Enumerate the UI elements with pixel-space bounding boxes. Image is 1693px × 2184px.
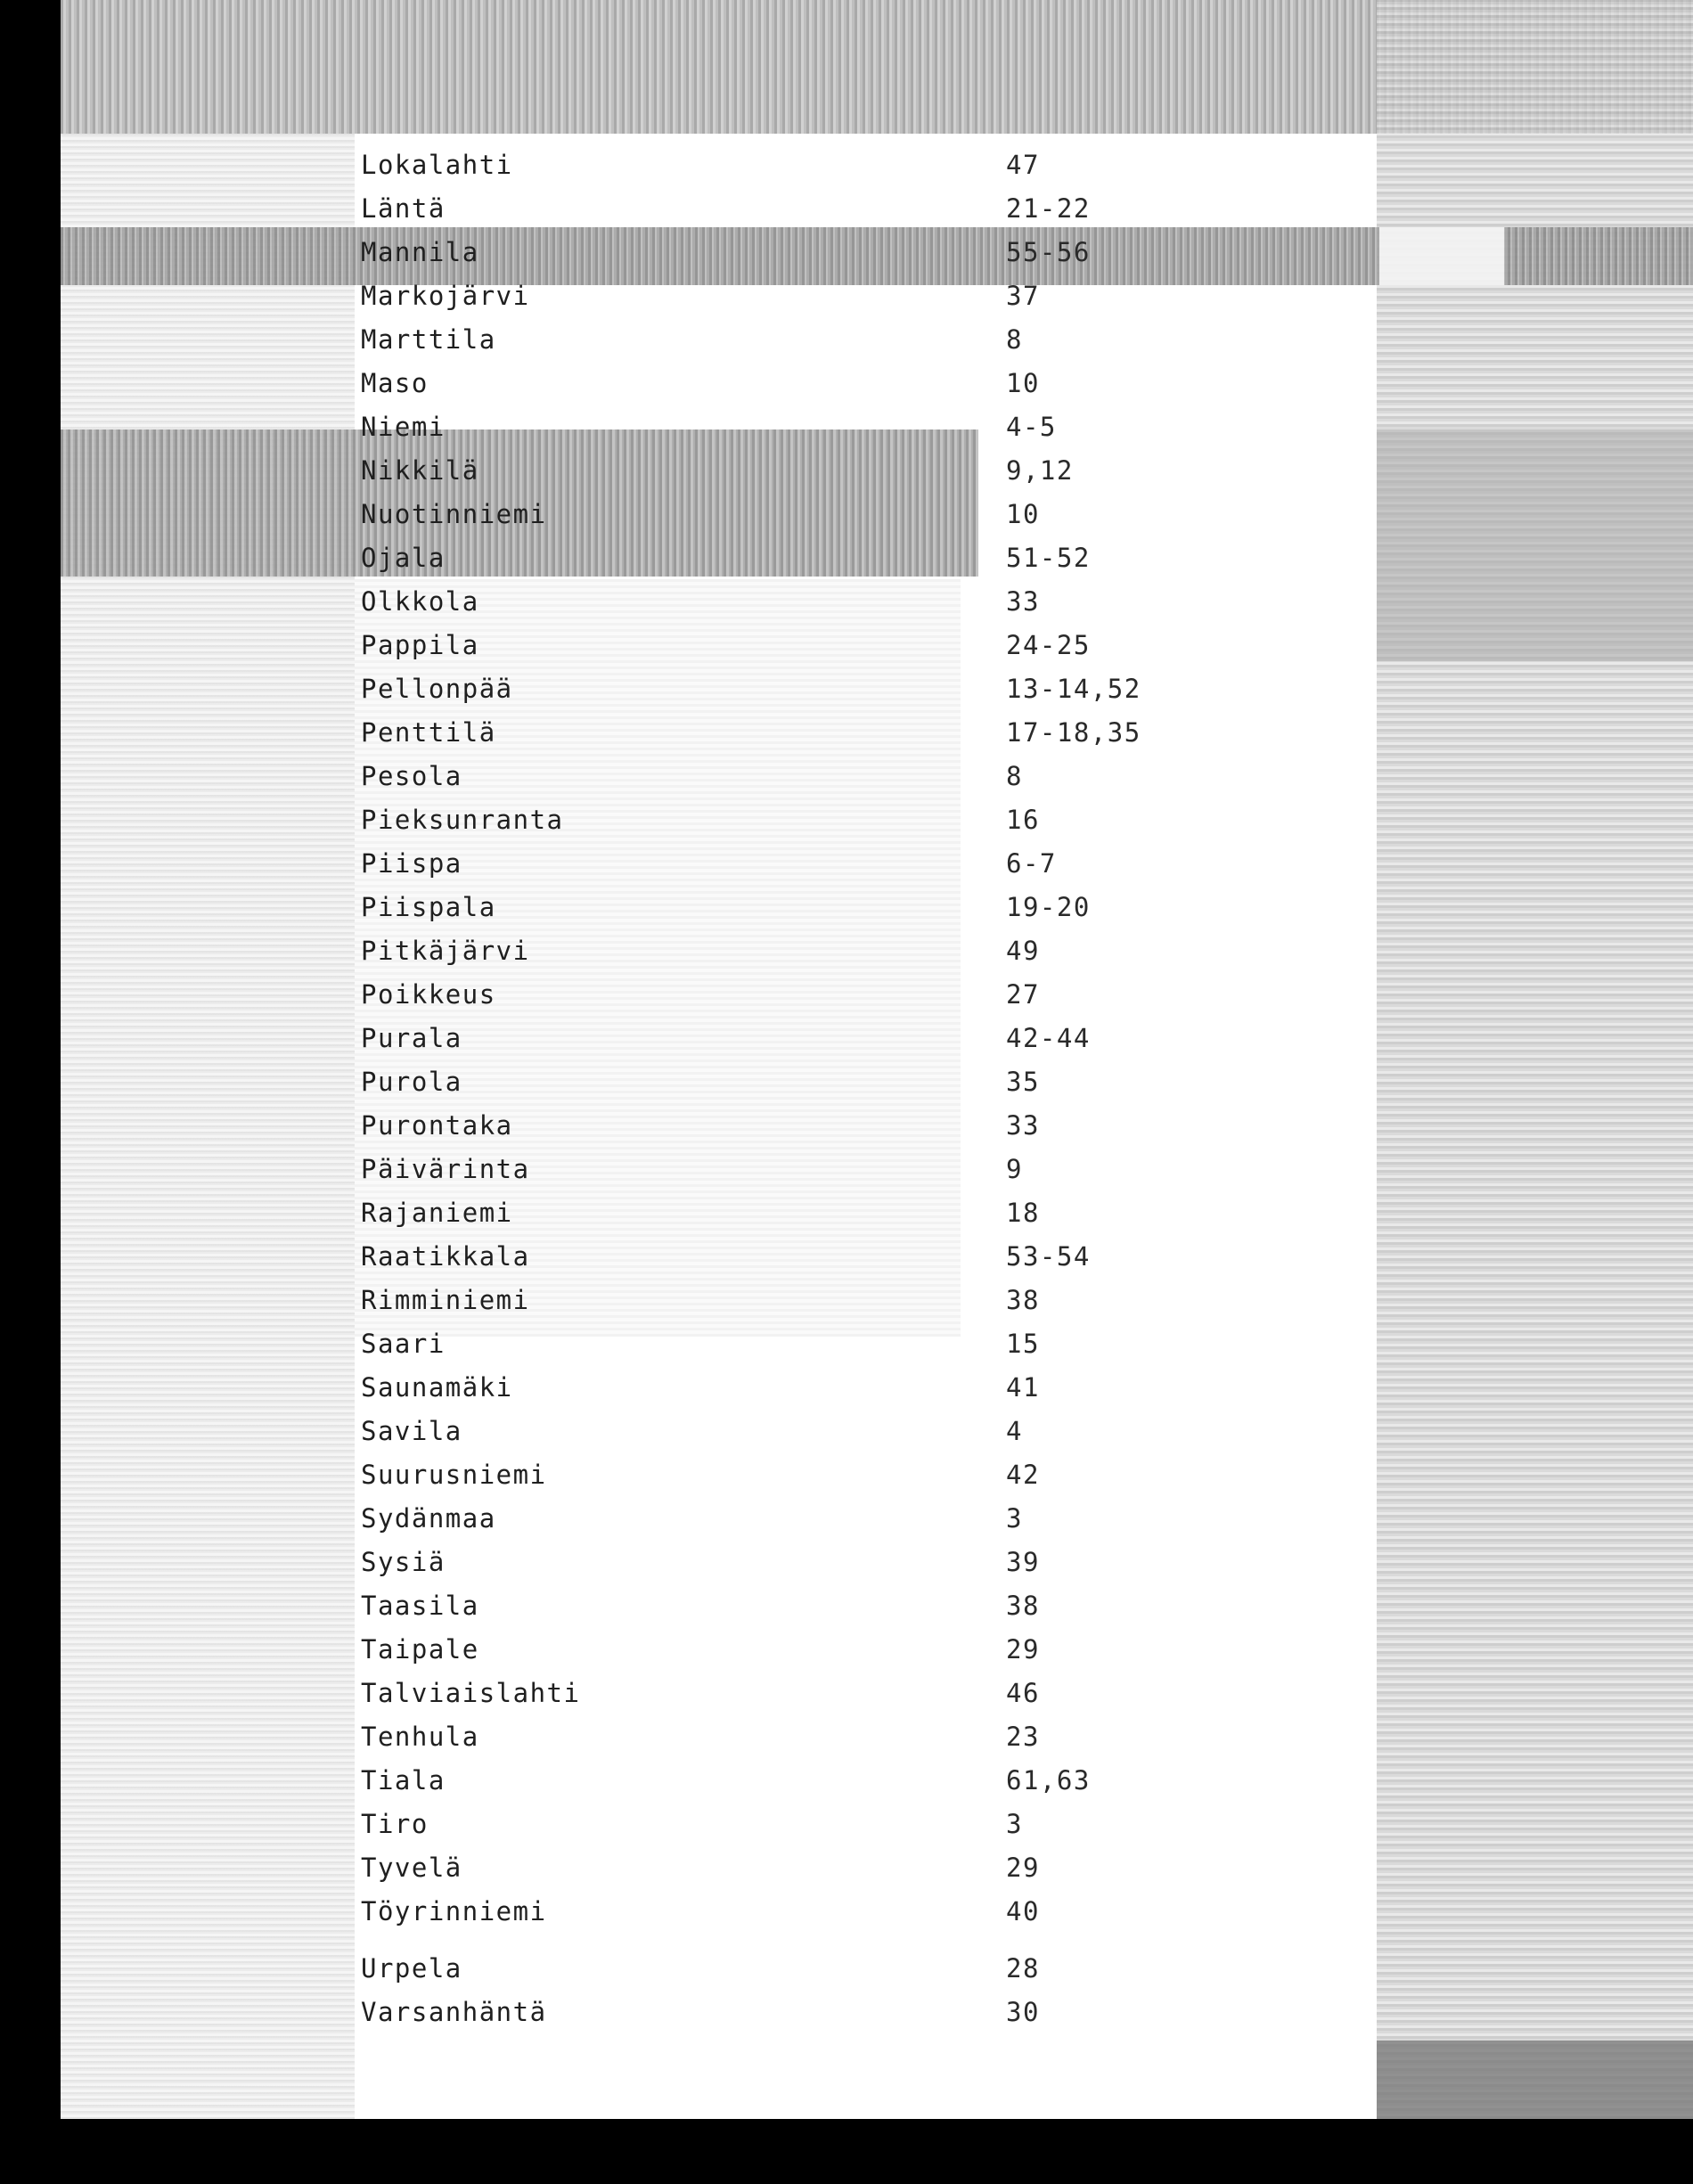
place-name: Saunamäki	[361, 1371, 513, 1403]
place-name: Markojärvi	[361, 280, 530, 311]
page-reference: 37	[1006, 280, 1040, 311]
index-entry	[361, 1059, 1163, 1103]
index-entry	[361, 536, 1163, 579]
place-name: Marttila	[361, 323, 496, 355]
page-reference: 3	[1006, 1502, 1023, 1534]
index-entry	[361, 1452, 1163, 1496]
index-entry	[361, 1496, 1163, 1540]
page-reference: 18	[1006, 1197, 1040, 1228]
scan-noise-bottom-right	[1377, 2041, 1693, 2119]
place-name: Varsanhäntä	[361, 1996, 547, 2027]
index-entry	[361, 405, 1163, 448]
index-entry	[361, 1845, 1163, 1889]
index-entry	[361, 1234, 1163, 1278]
page-reference: 19-20	[1006, 891, 1091, 922]
index-entry	[361, 1946, 1163, 1990]
scan-edge-left	[0, 0, 61, 2184]
page-reference: 9,12	[1006, 454, 1074, 486]
page-reference: 39	[1006, 1546, 1040, 1577]
page-reference: 3	[1006, 1808, 1023, 1839]
page-reference: 46	[1006, 1677, 1040, 1708]
page-reference: 23	[1006, 1721, 1040, 1752]
place-name: Tiro	[361, 1808, 429, 1839]
index-entry	[361, 754, 1163, 798]
page-reference: 21-22	[1006, 192, 1091, 224]
place-name: Maso	[361, 367, 429, 398]
page-reference: 6-7	[1006, 847, 1057, 879]
place-name: Piispa	[361, 847, 462, 879]
place-name: Pieksunranta	[361, 804, 564, 835]
place-name: Raatikkala	[361, 1240, 530, 1272]
page-reference: 30	[1006, 1996, 1040, 2027]
scan-edge-bottom	[0, 2119, 1693, 2184]
place-name: Sysiä	[361, 1546, 446, 1577]
page-reference: 15	[1006, 1328, 1040, 1359]
page-reference: 61,63	[1006, 1764, 1091, 1795]
index-entry	[361, 1627, 1163, 1671]
index-entry	[361, 710, 1163, 754]
page-reference: 33	[1006, 585, 1040, 617]
place-name: Taipale	[361, 1633, 479, 1665]
place-name: Taasila	[361, 1590, 479, 1621]
index-entry	[361, 1671, 1163, 1714]
place-name: Penttilä	[361, 716, 496, 748]
page-reference: 24-25	[1006, 629, 1091, 660]
place-name: Tenhula	[361, 1721, 479, 1752]
index-entry	[361, 1990, 1163, 2033]
place-name: Piispala	[361, 891, 496, 922]
place-name: Pappila	[361, 629, 479, 660]
place-name: Purontaka	[361, 1109, 513, 1141]
page-reference: 47	[1006, 149, 1040, 180]
index-entry	[361, 230, 1163, 274]
index-entry	[361, 841, 1163, 885]
page-reference: 17-18,35	[1006, 716, 1141, 748]
index-entry	[361, 492, 1163, 536]
place-name: Niemi	[361, 411, 446, 442]
page-reference: 10	[1006, 367, 1040, 398]
place-name: Läntä	[361, 192, 446, 224]
index-entry	[361, 1409, 1163, 1452]
page-reference: 27	[1006, 978, 1040, 1010]
page-reference: 38	[1006, 1284, 1040, 1315]
scan-noise-right	[1377, 0, 1693, 2119]
page-reference: 35	[1006, 1066, 1040, 1097]
place-name: Sydänmaa	[361, 1502, 496, 1534]
place-name: Tyvelä	[361, 1852, 462, 1883]
place-name-index	[361, 143, 1163, 2033]
place-name: Pitkäjärvi	[361, 935, 530, 966]
index-entry	[361, 1714, 1163, 1758]
index-entry	[361, 1321, 1163, 1365]
place-name: Savila	[361, 1415, 462, 1446]
page-reference: 10	[1006, 498, 1040, 529]
page-reference: 51-52	[1006, 542, 1091, 573]
place-name: Töyrinniemi	[361, 1895, 547, 1926]
place-name: Purala	[361, 1022, 462, 1053]
index-entry	[361, 1583, 1163, 1627]
scan-noise-right-dark	[1377, 429, 1693, 661]
index-entry	[361, 274, 1163, 317]
index-entry	[361, 579, 1163, 623]
place-name: Tiala	[361, 1764, 446, 1795]
place-name: Pellonpää	[361, 673, 513, 704]
index-entry	[361, 798, 1163, 841]
index-entry	[361, 1147, 1163, 1190]
index-entry	[361, 928, 1163, 972]
page-reference: 8	[1006, 760, 1023, 791]
page-reference: 40	[1006, 1895, 1040, 1926]
index-entry	[361, 317, 1163, 361]
place-name: Nuotinniemi	[361, 498, 547, 529]
place-name: Lokalahti	[361, 149, 513, 180]
place-name: Urpela	[361, 1952, 462, 1984]
index-entry	[361, 1802, 1163, 1845]
place-name: Nikkilä	[361, 454, 479, 486]
page-reference: 33	[1006, 1109, 1040, 1141]
page-reference: 38	[1006, 1590, 1040, 1621]
index-entry	[361, 972, 1163, 1016]
place-name: Ojala	[361, 542, 446, 573]
index-entry	[361, 361, 1163, 405]
index-entry	[361, 143, 1163, 186]
place-name: Rimminiemi	[361, 1284, 530, 1315]
index-entry	[361, 667, 1163, 710]
page-reference: 29	[1006, 1633, 1040, 1665]
page-reference: 16	[1006, 804, 1040, 835]
place-name: Suurusniemi	[361, 1459, 547, 1490]
index-entry	[361, 1540, 1163, 1583]
index-entry	[361, 1016, 1163, 1059]
index-entry	[361, 1103, 1163, 1147]
index-entry	[361, 448, 1163, 492]
place-name: Talviaislahti	[361, 1677, 581, 1708]
page-reference: 42	[1006, 1459, 1040, 1490]
index-entry	[361, 1278, 1163, 1321]
page-reference: 13-14,52	[1006, 673, 1141, 704]
index-entry	[361, 186, 1163, 230]
index-entry	[361, 1889, 1163, 1933]
page-reference: 4-5	[1006, 411, 1057, 442]
place-name: Pesola	[361, 760, 462, 791]
place-name: Päivärinta	[361, 1153, 530, 1184]
page-reference: 29	[1006, 1852, 1040, 1883]
index-entry	[361, 885, 1163, 928]
place-name: Olkkola	[361, 585, 479, 617]
page-reference: 55-56	[1006, 236, 1091, 267]
page-reference: 8	[1006, 323, 1023, 355]
place-name: Saari	[361, 1328, 446, 1359]
index-entry	[361, 1190, 1163, 1234]
page-reference: 49	[1006, 935, 1040, 966]
page-reference: 4	[1006, 1415, 1023, 1446]
page-reference: 28	[1006, 1952, 1040, 1984]
index-entry	[361, 1365, 1163, 1409]
page-reference: 41	[1006, 1371, 1040, 1403]
page-reference: 9	[1006, 1153, 1023, 1184]
index-entry	[361, 1758, 1163, 1802]
place-name: Poikkeus	[361, 978, 496, 1010]
place-name: Rajaniemi	[361, 1197, 513, 1228]
page-reference: 53-54	[1006, 1240, 1091, 1272]
index-entry	[361, 623, 1163, 667]
place-name: Mannila	[361, 236, 479, 267]
place-name: Purola	[361, 1066, 462, 1097]
page-reference: 42-44	[1006, 1022, 1091, 1053]
